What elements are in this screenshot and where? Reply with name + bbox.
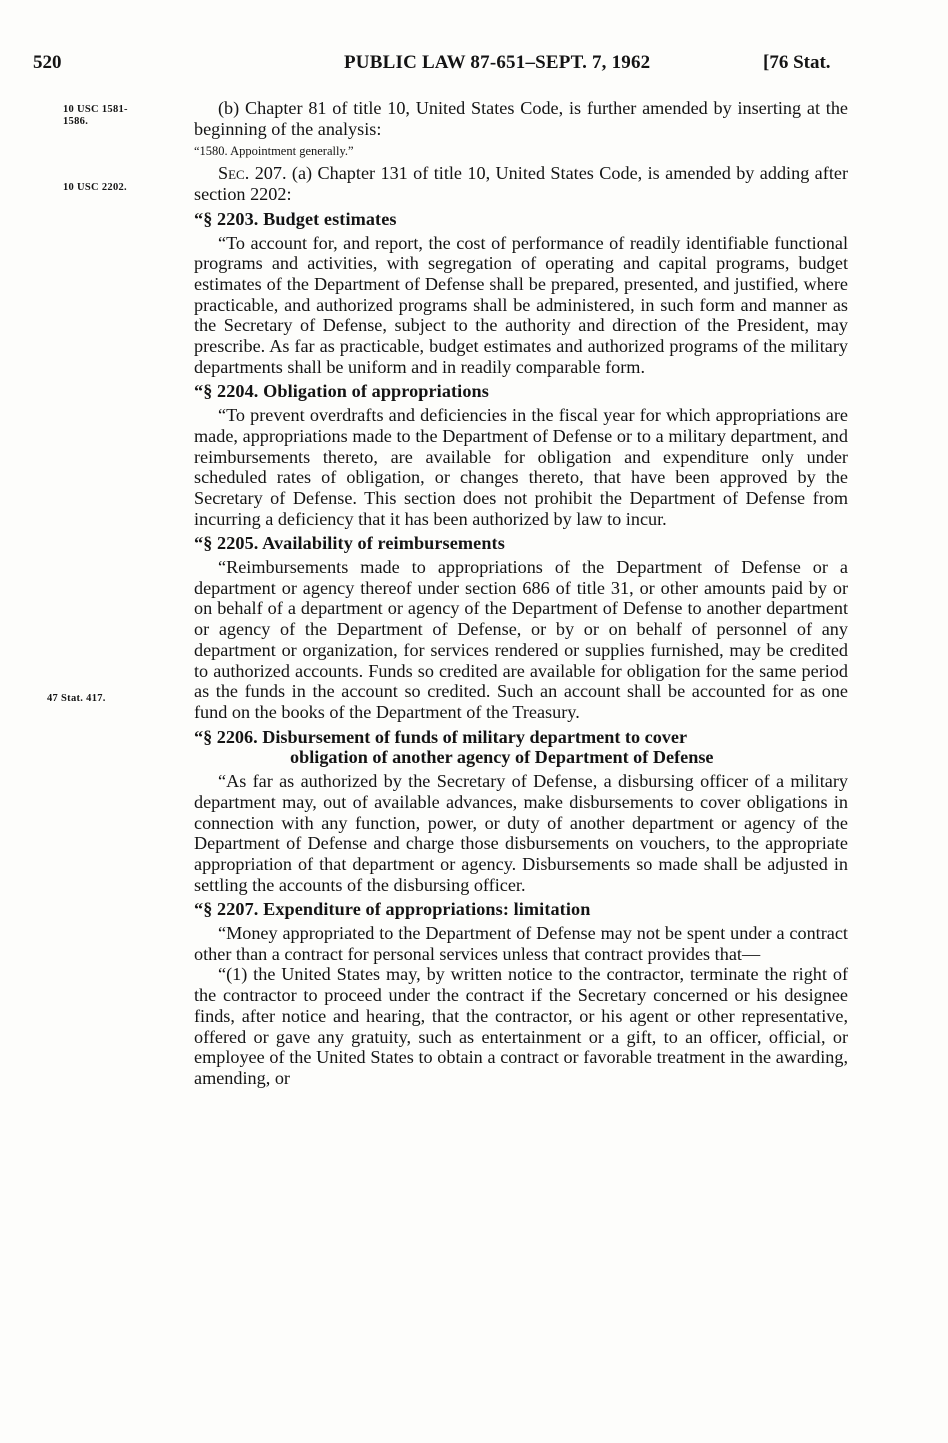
running-header <box>0 52 948 82</box>
section-label: Sec. <box>218 163 250 184</box>
section-207-text: 207. (a) Chapter 131 of title 10, United States Code, is amended by adding after section 2202: <box>194 163 848 205</box>
statute-reference: [76 Stat. <box>763 52 831 73</box>
margin-note-usc-1581 <box>63 104 128 128</box>
margin-note-usc-2202: 10 USC 2202. <box>63 182 127 193</box>
heading-2206 <box>194 727 848 768</box>
quoted-analysis-entry: “1580. Appointment generally.” <box>194 144 354 159</box>
paragraph-b: (b) Chapter 81 of title 10, United States Code, is further amended by inserting at the beginning of the analysis: <box>194 98 848 139</box>
law-title: PUBLIC LAW 87-651–SEPT. 7, 1962 <box>344 52 651 73</box>
page-number: 520 <box>33 52 62 73</box>
paragraph-2205: “Reimbursements made to appropriations of the Department of Defense or a department or agency thereof under section 686 of title 31, or other amounts paid by or on behalf of a department or agency of the Department of Defense to another department or agency of the Department of Defense, or by or on behalf of personnel of any department or organization, for services rendered or supplies furnished, may be credited to authorized accounts. Funds so credited are available for obligation for the same period as the funds in the account so credited. Such an account shall be accounted for as one fund on the books of the Department of the Treasury. <box>194 557 848 722</box>
heading-2206-line-2: obligation of another agency of Department of Defense <box>290 747 714 768</box>
paragraph-2204: “To prevent overdrafts and deficiencies in the fiscal year for which appropriations are made, appropriations made to the Department of Defense or to a military department, and reimbursements thereto, are available for obligation and expenditure only under scheduled rates of obligation, or changes thereto, that have been approved by the Secretary of Defense. This section does not prohibit the Department of Defense from incurring a deficiency that it has been authorized by law to incur. <box>194 405 848 529</box>
section-207-paragraph <box>194 163 848 204</box>
paragraph-2206: “As far as authorized by the Secretary of Defense, a disbursing officer of a military department may, out of available advances, make disbursements to cover obligations in connection with any function, power, or duty of another department or agency of the Department of Defense and charge those disbursements on vouchers, to the appropriate appropriation of that department or agency. Disbursements so made shall be adjusted in settling the accounts of the disbursing officer. <box>194 771 848 895</box>
margin-note-line: 1586. <box>63 116 89 127</box>
heading-2206-line-1: “§ 2206. Disbursement of funds of military department to cover <box>194 726 688 747</box>
paragraph-2207: “Money appropriated to the Department of Defense may not be spent under a contract other than a contract for personal services unless that contract provides that— <box>194 923 848 964</box>
paragraph-2207-clause-1: “(1) the United States may, by written notice to the contractor, terminate the right of the contractor to proceed under the contract if the Secretary concerned or his designee finds, after notice and hearing, that the contractor, or his agent or other representative, offered or gave any gratuity, such as entertainment or a gift, to an officer, official, or employee of the United States to obtain a contract or favorable treatment in the awarding, amending, or <box>194 964 848 1088</box>
heading-2203: “§ 2203. Budget estimates <box>194 208 397 229</box>
heading-2205: “§ 2205. Availability of reimbursements <box>194 533 505 554</box>
document-body <box>194 98 848 1089</box>
heading-2204: “§ 2204. Obligation of appropriations <box>194 381 489 402</box>
margin-note-line: 10 USC 1581- <box>63 104 128 115</box>
heading-2207: “§ 2207. Expenditure of appropriations: limitation <box>194 899 591 920</box>
paragraph-2203: “To account for, and report, the cost of performance of readily identifiable functional programs and activities, with segregation of operating and capital programs, budget estimates of the Department of Defense shall be prepared, presented, and justified, where practicable, and authorized programs shall be administered, in such form and manner as the Secretary of Defense, subject to the authority and direction of the President, may prescribe. As far as practicable, budget estimates and authorized programs of the military departments shall be uniform and in readily comparable form. <box>194 232 848 377</box>
margin-note-stat-417: 47 Stat. 417. <box>47 693 106 704</box>
